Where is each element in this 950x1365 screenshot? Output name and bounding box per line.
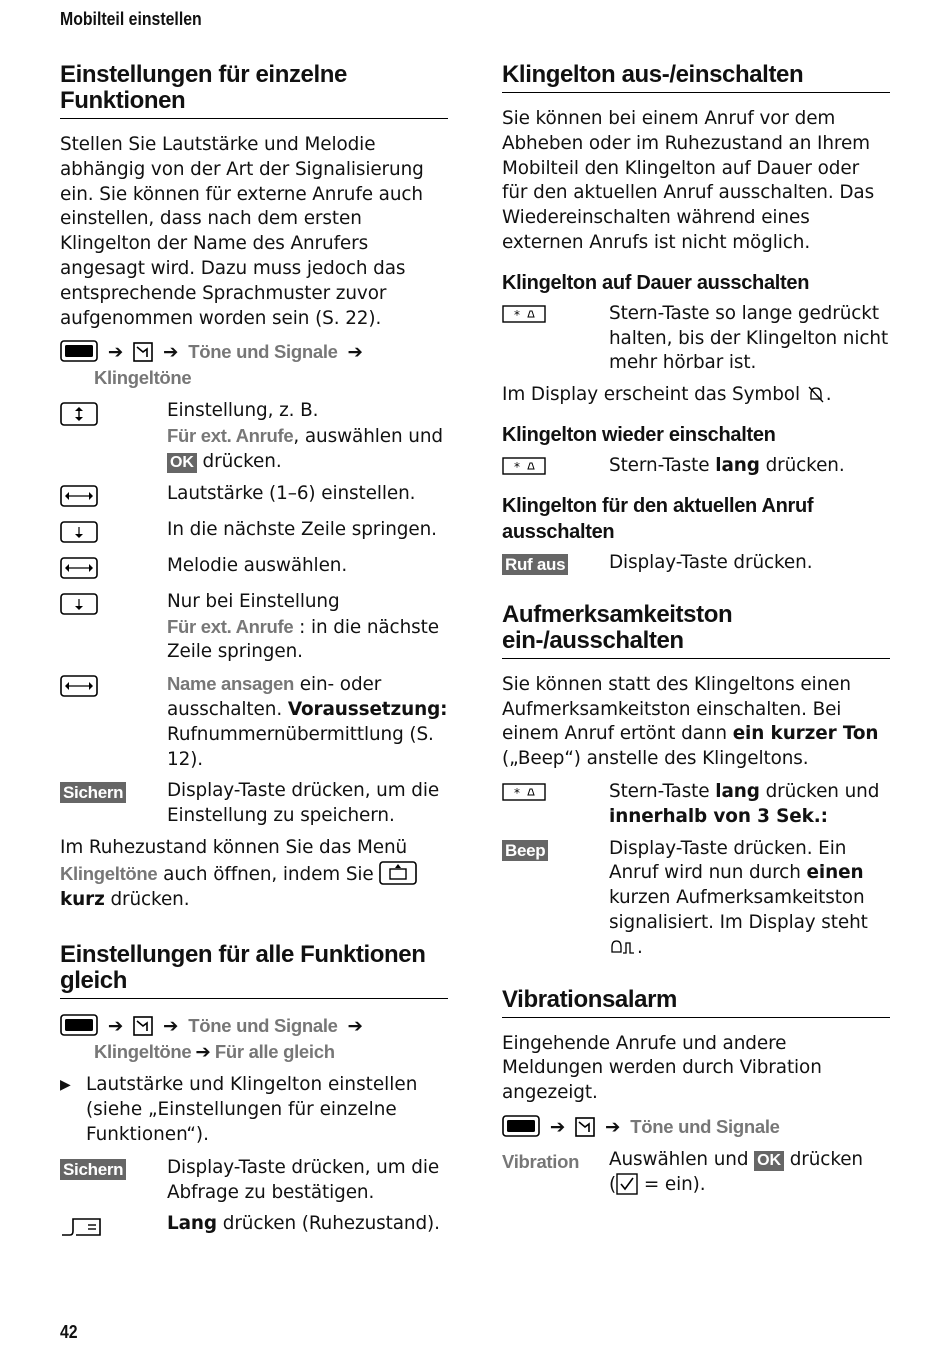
- control-key-leftright-icon: [60, 485, 98, 507]
- display-key-ring-off: Ruf aus: [502, 554, 568, 575]
- step-text: drücken und: [759, 780, 880, 802]
- menu-up-key-icon: [379, 861, 417, 885]
- step-row: [60, 779, 448, 829]
- display-key-save: Sichern: [60, 1159, 126, 1180]
- section-ringtone-onoff: [502, 62, 890, 576]
- step-text: : in die nächste Zeile springen.: [167, 616, 439, 663]
- section-title: Einstellungen für einzelne Funktionen: [60, 62, 448, 119]
- menu-item: Name ansagen: [167, 673, 294, 695]
- step-row: [502, 780, 890, 830]
- intro-text: Stellen Sie Lautstärke und Melodie abhängig von der Art der Signalisierung ein. Sie können für externe Anrufe auch einstellen, dass nach dem ersten Klingelton der Name des Anrufers angesagt wird. Dazu muss jedoch das entsprechende Sprachmuster zuvor aufgenommen worden sein (S. 22).: [60, 134, 424, 329]
- audio-settings-icon: [133, 342, 153, 362]
- menu-item: Klingeltöne: [94, 367, 192, 389]
- subsection-title: Klingelton auf Dauer ausschalten: [502, 271, 810, 294]
- section-vibration: [502, 987, 890, 1198]
- menu-path: [502, 1114, 890, 1140]
- step-text: Stern-Taste so lange gedrückt halten, bis der Klingelton nicht mehr hörbar ist.: [609, 302, 889, 374]
- step-row: [60, 482, 448, 511]
- menu-key-icon: [502, 1115, 540, 1137]
- step-row: [60, 518, 448, 547]
- menu-item: Vibration: [502, 1150, 580, 1172]
- step-row: [60, 590, 448, 665]
- step-text-bold: kurz: [60, 888, 105, 910]
- note-text: Im Display erscheint das Symbol .: [502, 384, 832, 406]
- left-column: [60, 62, 448, 1273]
- step-text-bold: Voraussetzung:: [287, 698, 448, 720]
- step-text-bold: innerhalb von 3 Sek.:: [609, 805, 828, 827]
- step-text: = ein).: [638, 1173, 706, 1195]
- menu-key-icon: [60, 1014, 98, 1036]
- menu-item: Töne und Signale: [188, 1015, 338, 1037]
- step-text: , auswählen und: [293, 426, 443, 448]
- menu-item: Für alle gleich: [214, 1041, 335, 1063]
- step-text: Stern-Taste: [609, 780, 716, 802]
- svg-text:*: *: [514, 459, 520, 474]
- step-text: drücken.: [759, 454, 845, 476]
- page-header: Mobilteil einstellen: [60, 9, 202, 29]
- step-text-bold: Lang: [167, 1213, 217, 1235]
- intro-text: Sie können statt des Klingeltons einen Aufmerksamkeitston einschalten. Bei einem Anruf ertönt dann ein kurzer Ton („Beep“) anstelle des Klingeltons.: [502, 673, 879, 770]
- arrow-icon: ➔: [347, 1016, 363, 1038]
- step-text-bold: einen: [806, 862, 864, 884]
- ok-key: OK: [167, 453, 197, 473]
- step-text: Melodie auswählen.: [167, 554, 348, 576]
- arrow-icon: ➔: [163, 1016, 179, 1038]
- step-row: [502, 454, 890, 479]
- star-key-icon: [502, 305, 546, 323]
- triangle-bullet-icon: ▶: [60, 1077, 71, 1094]
- step-text: In die nächste Zeile springen.: [167, 518, 437, 540]
- right-column: [502, 62, 890, 1228]
- menu-path: [60, 1013, 448, 1065]
- bullet-item: [60, 1073, 448, 1147]
- section-all-functions: [60, 942, 448, 1243]
- step-row: [60, 672, 448, 772]
- arrow-icon: ➔: [195, 1042, 211, 1064]
- end-call-key-icon: [60, 1215, 104, 1239]
- menu-item: Für ext. Anrufe: [167, 425, 294, 447]
- step-text: Auswählen und: [609, 1148, 755, 1170]
- menu-item: Töne und Signale: [188, 341, 338, 363]
- bullet-text: Lautstärke und Klingelton einstellen (siehe „Einstellungen für einzelne Funktionen“).: [86, 1074, 418, 1145]
- step-row: [60, 399, 448, 474]
- step-row: [60, 1212, 448, 1243]
- control-key-leftright-icon: [60, 675, 98, 697]
- audio-settings-icon: [575, 1117, 595, 1137]
- section-title: Aufmerksamkeitston ein-/ausschalten: [502, 602, 890, 659]
- step-text: drücken.: [196, 450, 282, 472]
- arrow-icon: ➔: [347, 342, 363, 364]
- step-row: [502, 302, 890, 376]
- arrow-icon: ➔: [107, 1016, 124, 1038]
- section-title: Vibrationsalarm: [502, 987, 890, 1018]
- ringer-off-icon: [806, 384, 826, 404]
- star-key-icon: [502, 457, 546, 475]
- ok-key: OK: [754, 1151, 784, 1171]
- display-key-beep: Beep: [502, 840, 548, 861]
- control-key-updown-icon: [60, 402, 98, 426]
- arrow-icon: ➔: [163, 342, 179, 364]
- step-text-bold: ein kurzer Ton: [732, 723, 879, 745]
- control-key-leftright-icon: [60, 557, 98, 579]
- step-text-bold: lang: [715, 780, 760, 802]
- star-key-icon: [502, 783, 546, 801]
- step-text: Display-Taste drücken.: [609, 551, 813, 573]
- beep-tone-icon: [609, 937, 637, 957]
- subsection-title: Klingelton wieder einschalten: [502, 423, 776, 446]
- step-text: Nur bei Einstellung: [167, 590, 340, 612]
- menu-item: Töne und Signale: [630, 1115, 780, 1137]
- step-row: [60, 554, 448, 583]
- control-key-down-icon: [60, 593, 98, 615]
- intro-text: Sie können bei einem Anruf vor dem Abheben oder im Ruhezustand an Ihrem Mobilteil den Klingelton auf Dauer oder für den aktuellen Anruf ausschalten. Das Wiedereinschalten während eines externen Anrufs ist nicht möglich.: [502, 108, 875, 253]
- step-text: drücken (Ruhezustand).: [217, 1213, 440, 1235]
- step-text: Einstellung, z. B.: [167, 400, 319, 422]
- menu-path: [60, 339, 448, 391]
- step-text: Display-Taste drücken, um die Einstellung zu speichern.: [167, 780, 440, 827]
- step-text: Display-Taste drücken. Ein Anruf wird nun durch: [609, 837, 847, 884]
- step-text: kurzen Aufmerksamkeitston signalisiert. Im Display steht: [609, 887, 868, 933]
- section-title: Einstellungen für alle Funktionen gleich: [60, 942, 448, 999]
- step-row: Vibration Auswählen und OK drücken ( = ein).: [502, 1148, 863, 1195]
- menu-item: Klingeltöne: [60, 862, 158, 884]
- page-number: 42: [60, 1322, 78, 1342]
- audio-settings-icon: [133, 1016, 153, 1036]
- step-text: Rufnummernübermittlung (S. 12).: [167, 723, 434, 770]
- arrow-icon: ➔: [107, 342, 124, 364]
- arrow-icon: ➔: [549, 1116, 566, 1138]
- step-text-bold: lang: [715, 454, 760, 476]
- menu-key-icon: [60, 340, 98, 362]
- outro-text: Im Ruhezustand können Sie das Menü Klingeltöne auch öffnen, indem Sie kurz drücken.: [60, 836, 448, 912]
- menu-item: Klingeltöne: [94, 1041, 192, 1063]
- svg-text:*: *: [514, 785, 520, 800]
- section-single-functions: [60, 62, 448, 912]
- intro-text: Eingehende Anrufe und andere Meldungen werden durch Vibration angezeigt.: [502, 1032, 822, 1104]
- menu-item: Für ext. Anrufe: [167, 615, 294, 637]
- step-text: Stern-Taste: [609, 454, 716, 476]
- step-text: Display-Taste drücken, um die Abfrage zu bestätigen.: [167, 1156, 440, 1203]
- arrow-icon: ➔: [605, 1116, 621, 1138]
- checkbox-checked-icon: [616, 1173, 638, 1195]
- step-text: drücken: [783, 1148, 863, 1170]
- subsection-title: Klingelton für den aktuellen Anruf ausschalten: [502, 494, 814, 543]
- step-text: Lautstärke (1–6) einstellen.: [167, 482, 416, 504]
- svg-text:*: *: [514, 307, 520, 322]
- step-row: [502, 551, 890, 576]
- step-row: [60, 1156, 448, 1206]
- step-text: ein- oder ausschalten.: [167, 674, 382, 720]
- section-title: Klingelton aus-/einschalten: [502, 62, 890, 93]
- display-key-save: Sichern: [60, 782, 126, 803]
- step-row: Beep Display-Taste drücken. Ein Anruf wird nun durch einen kurzen Aufmerksamkeitston signalisiert. Im Display steht .: [502, 837, 890, 961]
- section-attention-tone: [502, 602, 890, 961]
- control-key-down-icon: [60, 521, 98, 543]
